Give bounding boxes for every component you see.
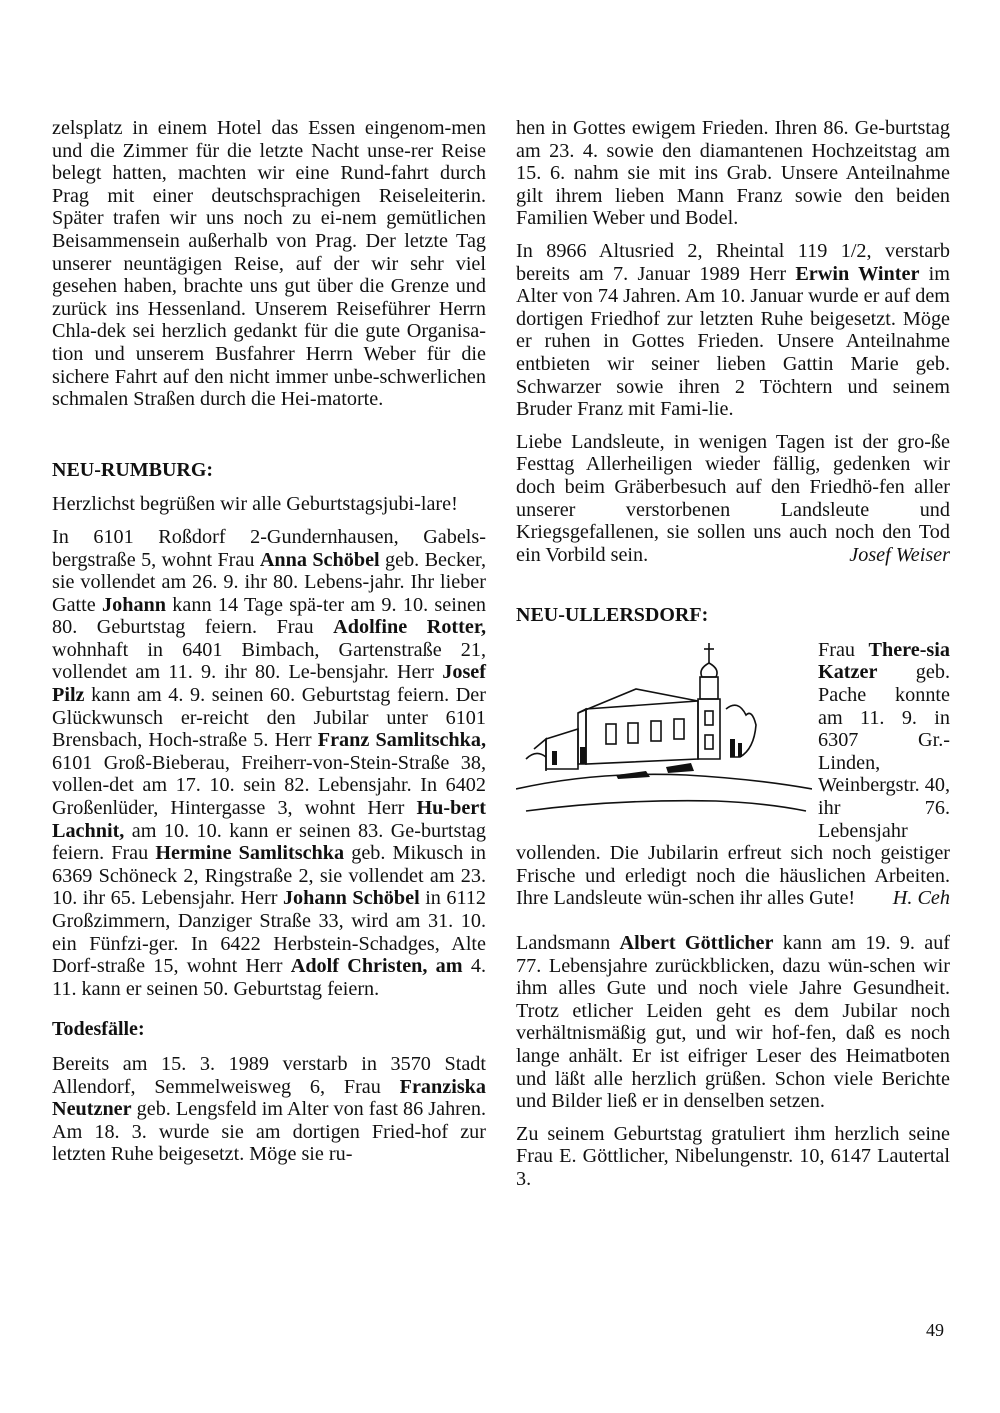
right-column: [516, 117, 950, 1201]
left-column: [52, 117, 486, 1176]
travel-report-end: zelsplatz in einem Hotel das Essen eingenom-men und die Zimmer für die letzte Nacht unse-rer Reise belegt hatten, machten wir eine Rund-fahrt durch Prag mit einer deutschsprachigen Reiseleiterin. Später trafen wir uns noch zu ei-nem gemütlichen Beisammensein außerhalb von Prag. Der letzte Tag unserer neuntägigen Reise, auf der wir sehr viel gesehen haben, brachte uns gut über die Grenze und zurück ins Hessenland. Unserem Reiseführer Herrn Chla-dek sei herzlich gedankt für die gute Organisa-tion und unserem Busfahrer Herrn Weber für die sichere Fahrt auf den nicht immer unbe-schwerlichen schmalen Straßen durch die Hei-matorte.: [52, 117, 486, 411]
section-heading-neu-ullersdorf: NEU-ULLERSDORF:: [516, 604, 709, 627]
obituary-neutzner: Bereits am 15. 3. 1989 verstarb in 3570 Stadt Allendorf, Semmelweisweg 6, Frau Franziska Neutzner geb. Lengsfeld im Alter von fast 86 Jahren. Am 18. 3. wurde sie am dortigen Fried-hof zur letzten Ruhe beigesetzt. Möge sie ru-: [52, 1052, 486, 1166]
birthday-goettlicher: Landsmann Albert Göttlicher kann am 19. 9. auf 77. Lebensjahre zurückblicken, dazu wün-schen wir ihm alles Gute und noch viele Jahre Gesundheit. Trotz etlicher Leiden geht es dem Jubilar noch verhältnismäßig gut, und wir hof-fen, daß es noch lange anhält. Er ist eifriger Leser des Heimatboten und läßt alle herzlich grüßen. Schon viele Berichte und Bilder ließ er in denselben setzen.: [516, 932, 951, 1113]
obituary-neutzner-end: hen in Gottes ewigem Frieden. Ihren 86. Ge-burtstag am 23. 4. sowie den diamantenen Hochzeitstag am 15. 6. nahm sie mit ins Grab. Unsere Anteilnahme gilt ihrem lieben Mann Franz sowie den beiden Familien Weber und Bodel.: [516, 117, 950, 230]
section-heading-todesfaelle: Todesfälle:: [52, 1018, 145, 1041]
congratulation-goettlicher: Zu seinem Geburtstag gratuliert ihm herzlich seine Frau E. Göttlicher, Nibelungenstr. 10, 6147 Lautertal 3.: [516, 1122, 950, 1190]
birthday-list: In 6101 Roßdorf 2-Gundernhausen, Gabels-bergstraße 5, wohnt Frau Anna Schöbel geb. Becker, sie vollendet am 26. 9. ihr 80. Lebens-jahr. Ihr lieber Gatte Johann kann 14 Tage spä-ter am 9. 10. seinen 80. Geburtstag feiern. Frau Adolfine Rotter, wohnhaft in 6401 Bimbach, Gartenstraße 21, vollendet am 11. 9. ihr 80. Le-bensjahr. Herr Josef Pilz kann am 4. 9. seinen 60. Geburtstag feiern. Der Glückwunsch er-reicht den Jubilar unter 6101 Brensbach, Hoch-straße 5. Herr Franz Samlitschka, 6101 Groß-Bieberau, Freiherr-von-Stein-Straße 38, vollen-det am 17. 10. sein 82. Lebensjahr. In 6402 Großenlüder, Hintergasse 3, wohnt Herr Hu-bert Lachnit, am 10. 10. kann er seinen 83. Ge-burtstag feiern. Frau Hermine Samlitschka geb. Mikusch in 6369 Schöneck 2, Ringstraße 2, sie vollendet am 23. 10. ihr 65. Lebensjahr. Herr Johann Schöbel in 6112 Großzimmern, Danziger Straße 33, wird am 31. 10. ein Fünfzi-ger. In 6422 Herbstein-Schadges, Alte Dorf-straße 15, wohnt Herr Adolf Christen, am 4. 11. kann er seinen 50. Geburtstag feiern.: [52, 525, 487, 1000]
allerheiligen-note: Liebe Landsleute, in wenigen Tagen ist der gro-ße Festtag Allerheiligen wieder fällig, gedenken wir doch beim Gräberbesuch auf den Friedhö-fen aller unserer verstorbenen Landsleute und Kriegsgefallenen, sie sollen uns auch noch den Tod ein Vorbild sein. Josef Weiser: [516, 430, 950, 566]
signature-h-ceh: H. Ceh: [892, 887, 950, 910]
church-illustration: [516, 639, 812, 819]
obituary-winter: In 8966 Altusried 2, Rheintal 119 1/2, verstarb bereits am 7. Januar 1989 Herr Erwin Winter im Alter von 74 Jahren. Am 10. Januar wurde er auf dem dortigen Friedhof zur letzten Ruhe beigesetzt. Möge er ruhen in Gottes Frieden. Unsere Anteilnahme entbieten wir seiner lieben Gattin Marie geb. Schwarzer sowie ihren 2 Töchtern und seinem Bruder Franz mit Fami-lie.: [516, 239, 950, 421]
signature-josef-weiser: Josef Weiser: [849, 543, 950, 566]
birthday-katzer: Frau There-sia Katzer geb. Pache konnte am 11. 9. in 6307 Gr.-Linden, Weinbergstr. 40, ihr 76. Lebensjahr vollenden. Die Jubilarin erfreut sich noch geistiger Frische und erledigt noch die häuslichen Arbeiten. Ihre Landsleute wün-schen ihr alles Gute! H. Ceh: [516, 638, 951, 910]
page-number: 49: [926, 1320, 944, 1340]
birthday-greeting: Herzlichst begrüßen wir alle Geburtstagsjubi-lare!: [52, 493, 458, 516]
section-heading-neu-rumburg: NEU-RUMBURG:: [52, 458, 214, 481]
